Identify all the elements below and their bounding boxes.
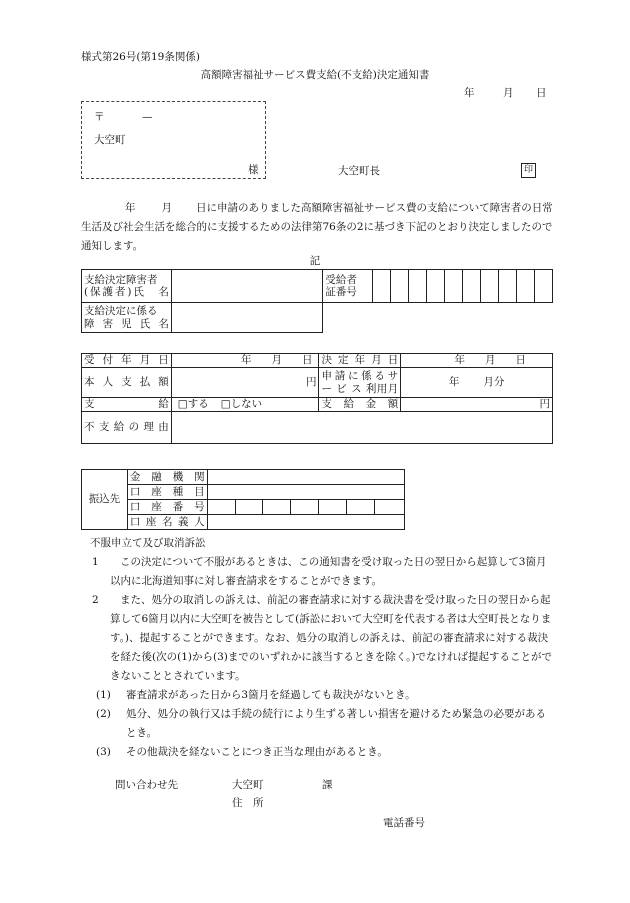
payment-label: 支 給	[82, 398, 172, 412]
document-title: 高額障害福祉サービス費支給(不支給)決定通知書	[200, 69, 430, 81]
reason-label: 不支給の理由	[82, 412, 172, 444]
seal-mark: 印	[521, 163, 536, 178]
account-digit[interactable]	[263, 500, 291, 515]
date-day-label: 日	[536, 87, 547, 99]
intro-rest: 者の日常生活及び社会生活を総合的に支援するための法律第76条の2に基づき下記のとおり決定しましたので通知します。	[81, 202, 553, 252]
contact-town: 大空町	[232, 779, 264, 791]
appeal-item1-number: 1	[92, 556, 99, 568]
transfer-label: 振込先	[82, 470, 128, 530]
appeal-sub1-text: 審査請求があった日から3箇月を経過しても裁決がないとき。	[126, 689, 416, 701]
intro-paragraph	[81, 199, 553, 256]
reason-value[interactable]	[171, 412, 552, 444]
account-type-value[interactable]	[207, 485, 404, 500]
form-number: 様式第26号(第19条関係)	[81, 51, 200, 63]
account-digit[interactable]	[207, 500, 235, 515]
contact-label: 問い合わせ先	[115, 779, 178, 791]
payment-options	[171, 398, 319, 412]
address-town: 大空町	[94, 134, 126, 146]
postal-mark: 〒	[94, 111, 105, 123]
cert-digit[interactable]	[463, 270, 481, 303]
contact-address-label: 住 所	[232, 797, 264, 809]
child-name-value[interactable]	[171, 303, 323, 333]
self-pay-value[interactable]: 円	[171, 368, 319, 398]
account-number-label: 口 座 番 号	[127, 500, 207, 515]
bank-label: 金 融 機 関	[127, 470, 207, 485]
intro-year: 年	[125, 202, 136, 214]
cert-digit[interactable]	[445, 270, 463, 303]
appeal-item1-text: この決定について不服があるときは、この通知書を受け取った日の翌日から起算して3箇月以内に北海道知事に対し審査請求をすることができます。	[110, 556, 547, 587]
date-year-label: 年	[464, 87, 475, 99]
account-digit[interactable]	[235, 500, 263, 515]
account-holder-label: 口座名義人	[127, 515, 207, 530]
recipient-name-value[interactable]	[171, 270, 323, 303]
account-digit[interactable]	[319, 500, 347, 515]
option-no-checkbox[interactable]: □しない	[220, 398, 263, 411]
decision-table	[81, 353, 553, 444]
cert-digit[interactable]	[516, 270, 534, 303]
received-date-label: 受 付 年 月 日	[82, 354, 172, 368]
account-type-label: 口 座 種 目	[127, 485, 207, 500]
cert-digit[interactable]	[534, 270, 552, 303]
account-digit[interactable]	[375, 500, 405, 515]
appeal-sub3-number: (3)	[96, 746, 111, 758]
service-month-value[interactable]: 年 月分	[401, 368, 553, 398]
decision-date-value[interactable]: 年 月 日	[401, 354, 553, 368]
recipient-name-label: 支給決定障害者 (保護者)氏 名	[82, 270, 172, 303]
appeal-sub1-number: (1)	[96, 689, 111, 701]
amount-value[interactable]: 円	[401, 398, 553, 412]
certificate-number-label: 受給者 証番号	[323, 270, 373, 303]
appeal-sub2-text: 処分、処分の執行又は手続の続行により生ずる著しい損害を避けるため緊急の必要があるとき。	[126, 708, 546, 739]
cert-digit[interactable]	[391, 270, 409, 303]
bank-value[interactable]	[207, 470, 404, 485]
cert-digit[interactable]	[373, 270, 391, 303]
account-holder-value[interactable]	[207, 515, 404, 530]
option-yes-checkbox[interactable]: □する	[177, 398, 209, 411]
intro-month: 月	[161, 202, 172, 214]
cert-digit[interactable]	[481, 270, 499, 303]
service-month-label: 申請に係るサ ー ビ ス 利用月	[319, 368, 401, 398]
postal-dash: —	[142, 111, 153, 123]
bank-table	[81, 469, 405, 530]
cert-digit[interactable]	[427, 270, 445, 303]
appeal-sub3-text: その他裁決を経ないことにつき正当な理由があるとき。	[126, 746, 388, 758]
appeal-item2-number: 2	[92, 594, 99, 606]
contact-phone-label: 電話番号	[383, 817, 425, 829]
appeal-item2-text: また、処分の取消しの訴えは、前記の審査請求に対する裁決書を受け取った日の翌日から起算して6箇月以内に大空町を被告として(訴訟において大空町を代表する者は大空町長となります。)、提起することができます。なお、処分の取消しの訴えは、前記の審査請求に対する裁決を経た後(次の(1)から(3)までのいずれかに該当するときを除く。)でなければ提起することができないこととされています。	[110, 594, 552, 682]
honorific-sama: 様	[248, 164, 259, 176]
ki-heading: 記	[309, 255, 321, 267]
intro-line1: 日に申請のありました高額障害福祉サービス費の支給について障害	[196, 202, 511, 214]
self-pay-label: 本 人 支 払 額	[82, 368, 172, 398]
decision-date-label: 決 定 年 月 日	[319, 354, 401, 368]
date-month-label: 月	[503, 87, 514, 99]
received-date-value[interactable]: 年 月 日	[171, 354, 319, 368]
account-digit[interactable]	[291, 500, 319, 515]
appeal-title: 不服申立て及び取消訴訟	[90, 537, 206, 549]
amount-label: 支 給 金 額	[319, 398, 401, 412]
cert-digit[interactable]	[409, 270, 427, 303]
recipient-table	[81, 269, 553, 333]
issuer-name: 大空町長	[338, 165, 380, 177]
appeal-sub2-number: (2)	[96, 708, 111, 720]
child-name-label: 支給決定に係る 障 害 児 氏 名	[82, 303, 172, 333]
cert-digit[interactable]	[499, 270, 517, 303]
account-digit[interactable]	[347, 500, 375, 515]
contact-section: 課	[322, 779, 333, 791]
